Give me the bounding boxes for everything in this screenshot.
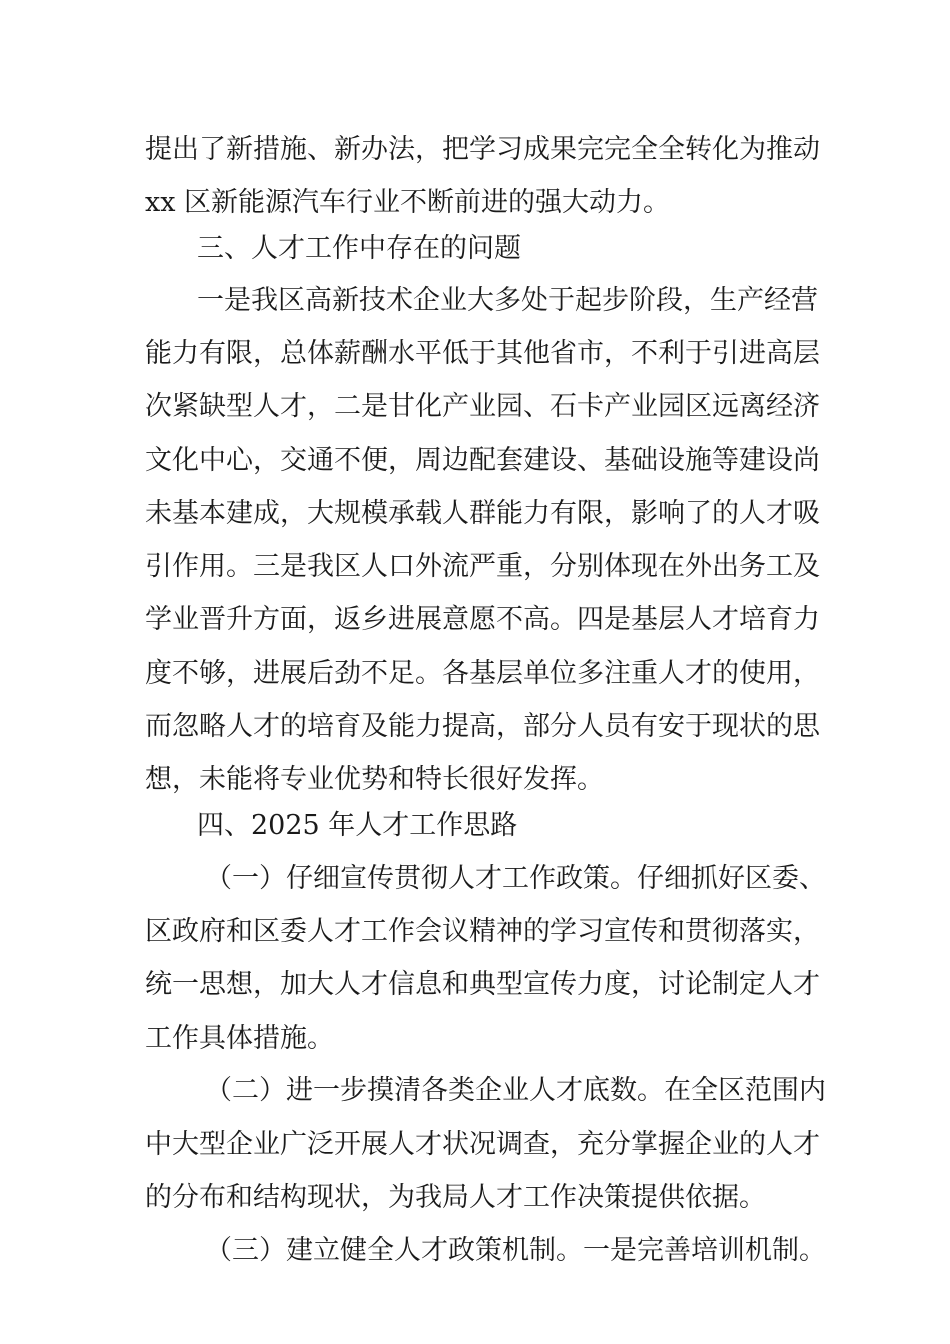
text-line-15: （一）仔细宣传贯彻人才工作政策。仔细抓好区委、: [205, 863, 826, 894]
text-line-18: 工作具体措施。: [145, 1023, 334, 1054]
text-line-16: 区政府和区委人才工作会议精神的学习宣传和贯彻落实，: [145, 916, 820, 947]
text-line-1: 提出了新措施、新办法，把学习成果完完全全转化为推动: [145, 134, 820, 165]
text-line-17: 统一思想，加大人才信息和典型宣传力度，讨论制定人才: [145, 969, 820, 1000]
text-line-7: 文化中心，交通不便，周边配套建设、基础设施等建设尚: [145, 445, 820, 476]
text-line-2: xx 区新能源汽车行业不断前进的强大动力。: [145, 187, 671, 218]
text-line-20: 中大型企业广泛开展人才状况调查，充分掌握企业的人才: [145, 1129, 820, 1160]
text-line-6: 次紧缺型人才，二是甘化产业园、石卡产业园区远离经济: [145, 391, 820, 422]
text-line-22: （三）建立健全人才政策机制。一是完善培训机制。: [205, 1235, 826, 1266]
text-line-19: （二）进一步摸清各类企业人才底数。在全区范围内: [205, 1075, 826, 1106]
text-line-21: 的分布和结构现状，为我局人才工作决策提供依据。: [145, 1182, 766, 1213]
section-heading-3: 三、人才工作中存在的问题: [197, 233, 521, 264]
text-line-5: 能力有限，总体薪酬水平低于其他省市，不利于引进高层: [145, 338, 820, 369]
text-line-4: 一是我区高新技术企业大多处于起步阶段，生产经营: [197, 285, 818, 316]
text-line-13: 想，未能将专业优势和特长很好发挥。: [145, 764, 604, 795]
text-line-9: 引作用。三是我区人口外流严重，分别体现在外出务工及: [145, 551, 820, 582]
text-line-11: 度不够，进展后劲不足。各基层单位多注重人才的使用，: [145, 658, 820, 689]
text-line-10: 学业晋升方面，返乡进展意愿不高。四是基层人才培育力: [145, 604, 820, 635]
text-line-12: 而忽略人才的培育及能力提高，部分人员有安于现状的思: [145, 711, 820, 742]
section-heading-4: 四、2025 年人才工作思路: [197, 810, 518, 841]
text-line-8: 未基本建成，大规模承载人群能力有限，影响了的人才吸: [145, 498, 820, 529]
